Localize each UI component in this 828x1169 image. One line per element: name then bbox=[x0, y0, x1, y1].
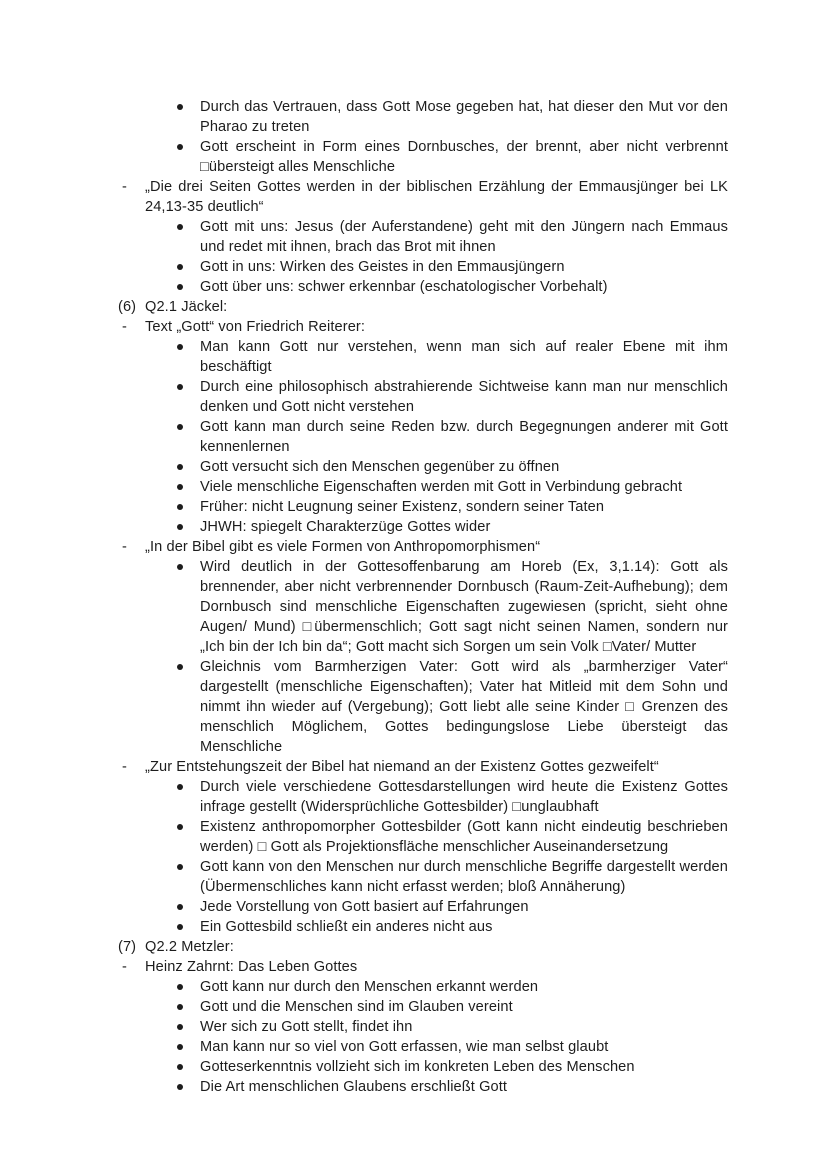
item-text: Die Art menschlichen Glaubens erschließt Gott bbox=[200, 1079, 508, 1095]
bullet-icon bbox=[176, 557, 200, 657]
dash-marker: - bbox=[122, 759, 127, 775]
list-item-bullet bbox=[176, 657, 728, 757]
item-text: Heinz Zahrnt: Das Leben Gottes bbox=[145, 959, 358, 975]
bullet-dot-icon bbox=[177, 484, 183, 490]
list-item-bullet bbox=[176, 217, 728, 257]
bullet-icon bbox=[176, 977, 200, 997]
bullet-dot-icon bbox=[177, 284, 183, 290]
item-text: JHWH: spiegelt Charakterzüge Gottes wider bbox=[200, 519, 491, 535]
list-item-bullet bbox=[176, 277, 728, 297]
bullet-dot-icon bbox=[177, 1064, 183, 1070]
item-text: Viele menschliche Eigenschaften werden mit Gott in Verbindung gebracht bbox=[200, 479, 683, 495]
item-text: Gott versucht sich den Menschen gegenüber zu öffnen bbox=[200, 459, 560, 475]
item-text: Jede Vorstellung von Gott basiert auf Erfahrungen bbox=[200, 899, 529, 915]
list-item-bullet bbox=[176, 257, 728, 277]
item-text: Durch eine philosophisch abstrahierende Sichtweise kann man nur menschlich denken und Gott nicht verstehen bbox=[200, 379, 728, 415]
item-text: Wird deutlich in der Gottesoffenbarung am Horeb (Ex, 3,1.14): Gott als brennender, aber nicht verbrennender Dornbusch (Raum-Zeit-Aufhebung); dem Dornbusch sind menschliche Eigenschaften zugewiesen (spricht, sieht ohne Augen/ Mund) □übermenschlich; Gott sagt nicht seinen Namen, sondern nur „Ich bin der Ich bin da“; Gott macht sich Sorgen um sein Volk □Vater/ Mutter bbox=[200, 559, 728, 655]
item-text: Gott erscheint in Form eines Dornbusches, der brennt, aber nicht verbrennt □übersteigt alles Menschliche bbox=[200, 139, 728, 175]
bullet-dot-icon bbox=[177, 984, 183, 990]
list-item-bullet bbox=[176, 777, 728, 817]
bullet-icon bbox=[176, 917, 200, 937]
bullet-icon bbox=[176, 897, 200, 917]
bullet-dot-icon bbox=[177, 1044, 183, 1050]
bullet-icon bbox=[176, 457, 200, 477]
bullet-dot-icon bbox=[177, 104, 183, 110]
bullet-icon bbox=[176, 657, 200, 757]
item-text: Gott kann nur durch den Menschen erkannt werden bbox=[200, 979, 539, 995]
item-text: Gott kann man durch seine Reden bzw. durch Begegnungen anderer mit Gott kennenlernen bbox=[200, 419, 728, 455]
item-text: „Zur Entstehungszeit der Bibel hat niemand an der Existenz Gottes gezweifelt“ bbox=[145, 759, 659, 775]
bullet-icon bbox=[176, 517, 200, 537]
bullet-dot-icon bbox=[177, 864, 183, 870]
bullet-icon bbox=[176, 1057, 200, 1077]
list-item-bullet bbox=[176, 897, 728, 917]
list-item-bullet bbox=[176, 917, 728, 937]
bullet-icon bbox=[176, 777, 200, 817]
bullet-dot-icon bbox=[177, 904, 183, 910]
list-item-dash bbox=[122, 317, 728, 337]
list-item-dash bbox=[122, 957, 728, 977]
bullet-icon bbox=[176, 137, 200, 177]
item-text: Man kann Gott nur verstehen, wenn man sich auf realer Ebene mit ihm beschäftigt bbox=[200, 339, 728, 375]
item-text: Gott in uns: Wirken des Geistes in den Emmausjüngern bbox=[200, 259, 565, 275]
dash-marker: - bbox=[122, 319, 127, 335]
bullet-icon bbox=[176, 1077, 200, 1097]
item-text: Gott und die Menschen sind im Glauben vereint bbox=[200, 999, 513, 1015]
list-item-bullet bbox=[176, 977, 728, 997]
dash-marker: - bbox=[122, 959, 127, 975]
list-item-num bbox=[118, 297, 728, 317]
bullet-icon bbox=[176, 277, 200, 297]
item-text: Gotteserkenntnis vollzieht sich im konkreten Leben des Menschen bbox=[200, 1059, 635, 1075]
item-text: Ein Gottesbild schließt ein anderes nicht aus bbox=[200, 919, 493, 935]
item-text: Text „Gott“ von Friedrich Reiterer: bbox=[145, 319, 366, 335]
list-item-bullet bbox=[176, 137, 728, 177]
list-item-bullet bbox=[176, 997, 728, 1017]
bullet-dot-icon bbox=[177, 664, 183, 670]
item-text: Existenz anthropomorpher Gottesbilder (Gott kann nicht eindeutig beschrieben werden) □ Gott als Projektionsfläche menschlicher Auseinandersetzung bbox=[200, 819, 728, 855]
bullet-dot-icon bbox=[177, 144, 183, 150]
list-item-bullet bbox=[176, 457, 728, 477]
list-item-bullet bbox=[176, 517, 728, 537]
bullet-icon bbox=[176, 417, 200, 457]
dash-marker: - bbox=[122, 179, 127, 195]
item-number: (7) bbox=[118, 939, 137, 955]
list-item-bullet bbox=[176, 1037, 728, 1057]
bullet-icon bbox=[176, 337, 200, 377]
bullet-icon bbox=[176, 1017, 200, 1037]
item-text: Gott über uns: schwer erkennbar (eschatologischer Vorbehalt) bbox=[200, 279, 608, 295]
list-item-dash bbox=[122, 757, 728, 777]
list-item-dash bbox=[122, 177, 728, 217]
list-item-bullet bbox=[176, 1077, 728, 1097]
item-text: „In der Bibel gibt es viele Formen von Anthropomorphismen“ bbox=[145, 539, 541, 555]
item-text: „Die drei Seiten Gottes werden in der biblischen Erzählung der Emmausjünger bei LK 24,13-35 deutlich“ bbox=[145, 179, 728, 215]
item-text: Gleichnis vom Barmherzigen Vater: Gott wird als „barmherziger Vater“ dargestellt (menschliche Eigenschaften); Vater hat Mitleid mit dem Sohn und nimmt ihn wieder auf (Vergebung); Gott liebt alle seine Kinder □ Grenzen des menschlich Möglichem, Gottes bedingungslose Liebe übersteigt das Menschliche bbox=[200, 659, 728, 755]
item-text: Q2.1 Jäckel: bbox=[145, 299, 228, 315]
bullet-dot-icon bbox=[177, 384, 183, 390]
bullet-icon bbox=[176, 997, 200, 1017]
list-item-bullet bbox=[176, 817, 728, 857]
list-item-bullet bbox=[176, 557, 728, 657]
item-number: (6) bbox=[118, 299, 137, 315]
bullet-icon bbox=[176, 857, 200, 897]
bullet-dot-icon bbox=[177, 464, 183, 470]
item-text: Früher: nicht Leugnung seiner Existenz, sondern seiner Taten bbox=[200, 499, 605, 515]
bullet-dot-icon bbox=[177, 924, 183, 930]
bullet-icon bbox=[176, 97, 200, 137]
item-text: Durch das Vertrauen, dass Gott Mose gegeben hat, hat dieser den Mut vor den Pharao zu treten bbox=[200, 99, 728, 135]
bullet-icon bbox=[176, 817, 200, 857]
list-item-bullet bbox=[176, 477, 728, 497]
list-item-bullet bbox=[176, 337, 728, 377]
bullet-dot-icon bbox=[177, 824, 183, 830]
bullet-dot-icon bbox=[177, 784, 183, 790]
bullet-dot-icon bbox=[177, 1024, 183, 1030]
list-item-num bbox=[118, 937, 728, 957]
item-text: Q2.2 Metzler: bbox=[145, 939, 234, 955]
list-item-bullet bbox=[176, 417, 728, 457]
document-body bbox=[0, 97, 828, 1097]
bullet-dot-icon bbox=[177, 1004, 183, 1010]
bullet-dot-icon bbox=[177, 344, 183, 350]
item-text: Gott kann von den Menschen nur durch menschliche Begriffe dargestellt werden (Übermenschliches kann nicht erfasst werden; bloß Annäherung) bbox=[200, 859, 728, 895]
bullet-dot-icon bbox=[177, 1084, 183, 1090]
bullet-icon bbox=[176, 257, 200, 277]
item-text: Man kann nur so viel von Gott erfassen, wie man selbst glaubt bbox=[200, 1039, 609, 1055]
list-item-bullet bbox=[176, 97, 728, 137]
bullet-dot-icon bbox=[177, 424, 183, 430]
list-item-dash bbox=[122, 537, 728, 557]
bullet-dot-icon bbox=[177, 564, 183, 570]
item-text: Durch viele verschiedene Gottesdarstellungen wird heute die Existenz Gottes infrage gestellt (Widersprüchliche Gottesbilder) □unglaubhaft bbox=[200, 779, 728, 815]
item-text: Gott mit uns: Jesus (der Auferstandene) geht mit den Jüngern nach Emmaus und redet mit ihnen, brach das Brot mit ihnen bbox=[200, 219, 728, 255]
list-item-bullet bbox=[176, 377, 728, 417]
list-item-bullet bbox=[176, 857, 728, 897]
list-item-bullet bbox=[176, 497, 728, 517]
bullet-dot-icon bbox=[177, 224, 183, 230]
bullet-icon bbox=[176, 217, 200, 257]
bullet-icon bbox=[176, 497, 200, 517]
list-item-bullet bbox=[176, 1057, 728, 1077]
bullet-icon bbox=[176, 1037, 200, 1057]
list-item-bullet bbox=[176, 1017, 728, 1037]
bullet-icon bbox=[176, 377, 200, 417]
bullet-dot-icon bbox=[177, 524, 183, 530]
dash-marker: - bbox=[122, 539, 127, 555]
item-text: Wer sich zu Gott stellt, findet ihn bbox=[200, 1019, 413, 1035]
bullet-dot-icon bbox=[177, 504, 183, 510]
bullet-dot-icon bbox=[177, 264, 183, 270]
bullet-icon bbox=[176, 477, 200, 497]
